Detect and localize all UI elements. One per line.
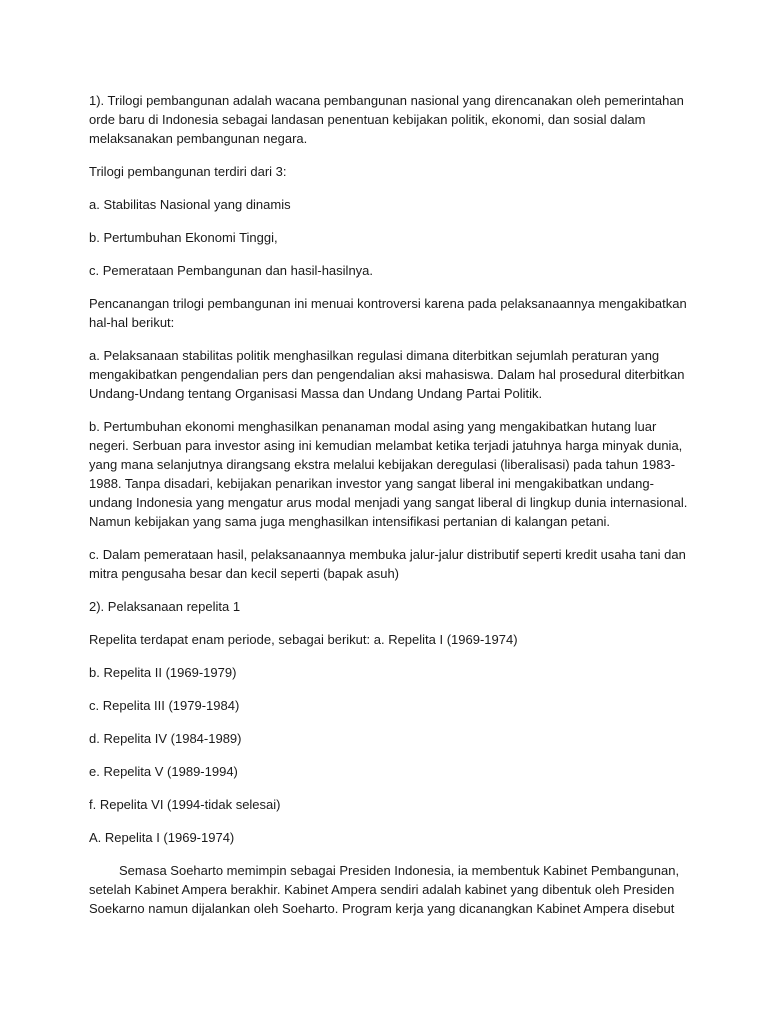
list-item-pemerataan: c. Pemerataan Pembangunan dan hasil-hasilnya. — [89, 263, 374, 278]
list-item-repelita-2: b. Repelita II (1969-1979) — [89, 665, 237, 680]
paragraph-soeharto: Semasa Soeharto memimpin sebagai Presiden Indonesia, ia membentuk Kabinet Pembangunan, setelah Kabinet Ampera berakhir. Kabinet Ampera sendiri adalah kabinet yang dibentuk oleh Presiden Soekarno namun dijalankan oleh Soeharto. Program kerja yang dicanangkan Kabinet Ampera disebut — [89, 863, 680, 916]
paragraph-stabilitas-politik: a. Pelaksanaan stabilitas politik menghasilkan regulasi dimana diterbitkan sejumlah peraturan yang mengakibatkan pengendalian pers dan pengendalian aksi mahasiswa. Dalam hal prosedural diterbitkan Undang-Undang tentang Organisasi Massa dan Undang Undang Partai Politik. — [89, 348, 685, 401]
paragraph-pemerataan-hasil: c. Dalam pemerataan hasil, pelaksanaannya membuka jalur-jalur distributif seperti kredit usaha tani dan mitra pengusaha besar dan kecil seperti (bapak asuh) — [89, 547, 686, 581]
list-item-pertumbuhan: b. Pertumbuhan Ekonomi Tinggi, — [89, 230, 278, 245]
paragraph-repelita-periods: Repelita terdapat enam periode, sebagai berikut: a. Repelita I (1969-1974) — [89, 632, 518, 647]
paragraph-trilogi-intro: Trilogi pembangunan terdiri dari 3: — [89, 164, 287, 179]
heading-repelita: 2). Pelaksanaan repelita 1 — [89, 599, 241, 614]
heading-repelita-1: A. Repelita I (1969-1974) — [89, 830, 235, 845]
list-item-stabilitas: a. Stabilitas Nasional yang dinamis — [89, 197, 291, 212]
paragraph-pertumbuhan-ekonomi: b. Pertumbuhan ekonomi menghasilkan penanaman modal asing yang mengakibatkan hutang luar negeri. Serbuan para investor asing ini kemudian melambat ketika terjadi jatuhnya harga minyak dunia, yang mana selanjutnya dirangsang ekstra melalui kebijakan deregulasi (liberalisasi) pada tahun 1983-1988. Tanpa disadari, kebijakan penarikan investor yang sangat liberal ini mengakibatkan undang-undang Indonesia yang mengatur arus modal menjadi yang sangat liberal di lingkup dunia internasional. Namun kebijakan yang sama juga menghasilkan intensifikasi pertanian di kalangan petani. — [89, 419, 688, 529]
list-item-repelita-5: e. Repelita V (1989-1994) — [89, 764, 238, 779]
list-item-repelita-6: f. Repelita VI (1994-tidak selesai) — [89, 797, 281, 812]
list-item-repelita-3: c. Repelita III (1979-1984) — [89, 698, 240, 713]
list-item-repelita-4: d. Repelita IV (1984-1989) — [89, 731, 242, 746]
paragraph-trilogi-definition: 1). Trilogi pembangunan adalah wacana pembangunan nasional yang direncanakan oleh pemerintahan orde baru di Indonesia sebagai landasan penentuan kebijakan politik, ekonomi, dan sosial dalam melaksanakan pembangunan negara. — [89, 93, 684, 146]
document-page — [89, 91, 689, 932]
paragraph-kontroversi: Pencanangan trilogi pembangunan ini menuai kontroversi karena pada pelaksanaannya mengakibatkan hal-hal berikut: — [89, 296, 687, 330]
